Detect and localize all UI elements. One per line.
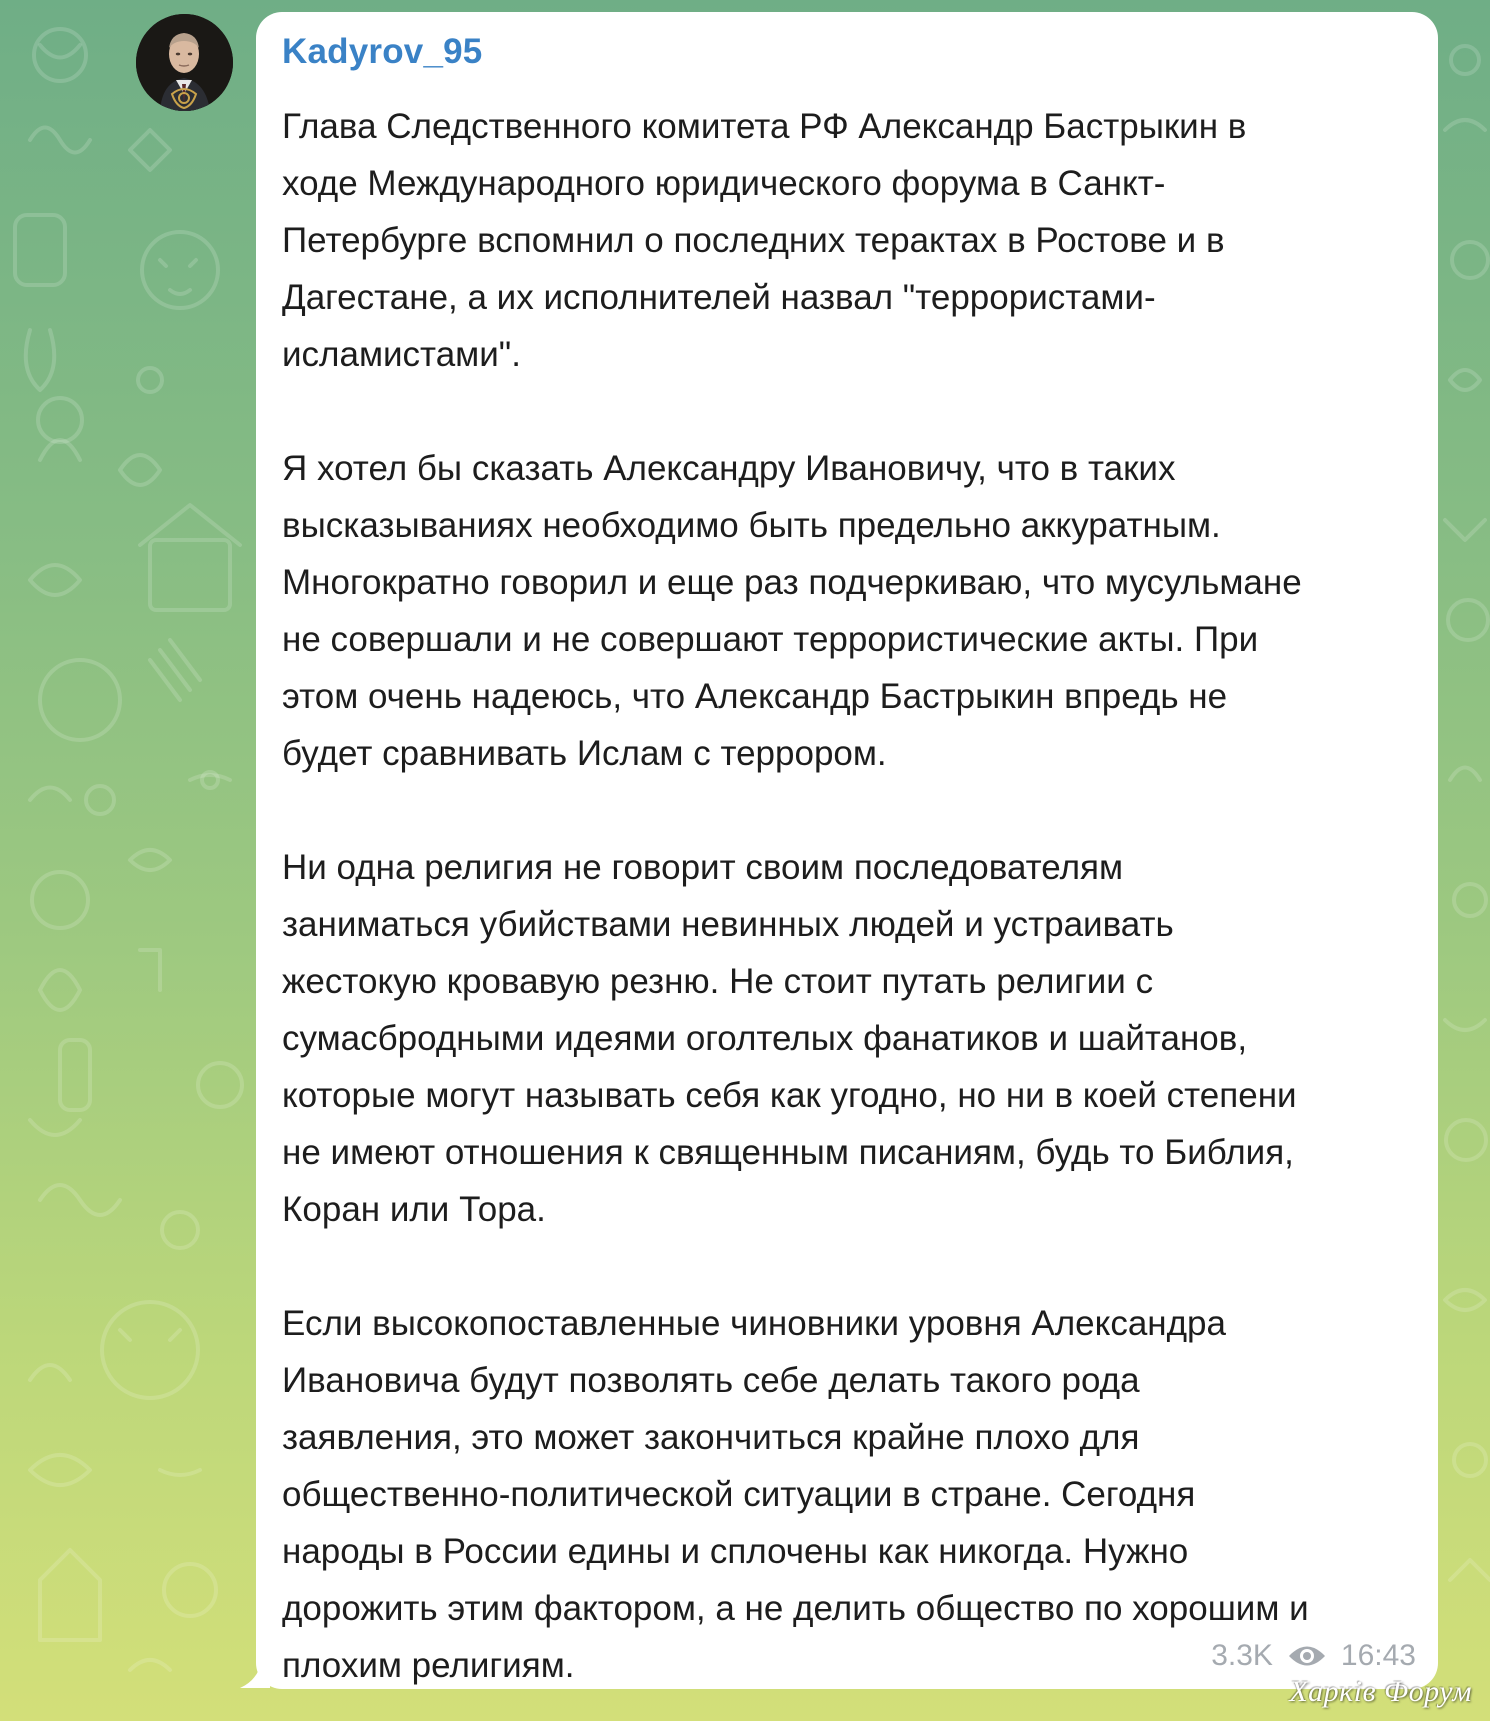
portrait-icon	[136, 14, 233, 111]
channel-avatar[interactable]	[136, 14, 233, 111]
message-text: Глава Следственного комитета РФ Александр Бастрыкин в ходе Международного юридического форума в Санкт- Петербурге вспомнил о последних терактах в Ростове и в Дагестане, а их исполнителей назвал "террористами- исламистами". Я хотел бы сказать Александру Ивановичу, что в таких высказываниях необходимо быть предельно аккуратным. Многократно говорил и еще раз подчеркиваю, что мусульмане не совершали и не совершают террористические акты. При этом очень надеюсь, что Александр Бастрыкин впредь не будет сравнивать Ислам с террором. Ни одна религия не говорит своим последователям заниматься убийствами невинных людей и устраивать жестокую кровавую резню. Не стоит путать религии с сумасбродными идеями оголтелых фанатиков и шайтанов, которые могут называть себя как угодно, но ни в коей степени не имеют отношения к священным писаниям, будь то Библия, Коран или Тора. Если высокопоставленные чиновники уровня Александра Ивановича будут позволять себе делать такого рода заявления, это может закончиться крайне плохо для общественно-политической ситуации в стране. Сегодня народы в России едины и сплочены как никогда. Нужно дорожить этим фактором, а не делить общество по хорошим и плохим религиям.	[282, 107, 1309, 1685]
message-bubble[interactable]	[256, 12, 1438, 1689]
eye-icon	[1287, 1643, 1327, 1669]
view-count: 3.3K	[1211, 1639, 1273, 1672]
watermark: Харків Форум	[1289, 1675, 1472, 1708]
message-time: 16:43	[1340, 1639, 1416, 1672]
message-meta	[1211, 1639, 1416, 1673]
channel-name[interactable]: Kadyrov_95	[282, 32, 483, 71]
